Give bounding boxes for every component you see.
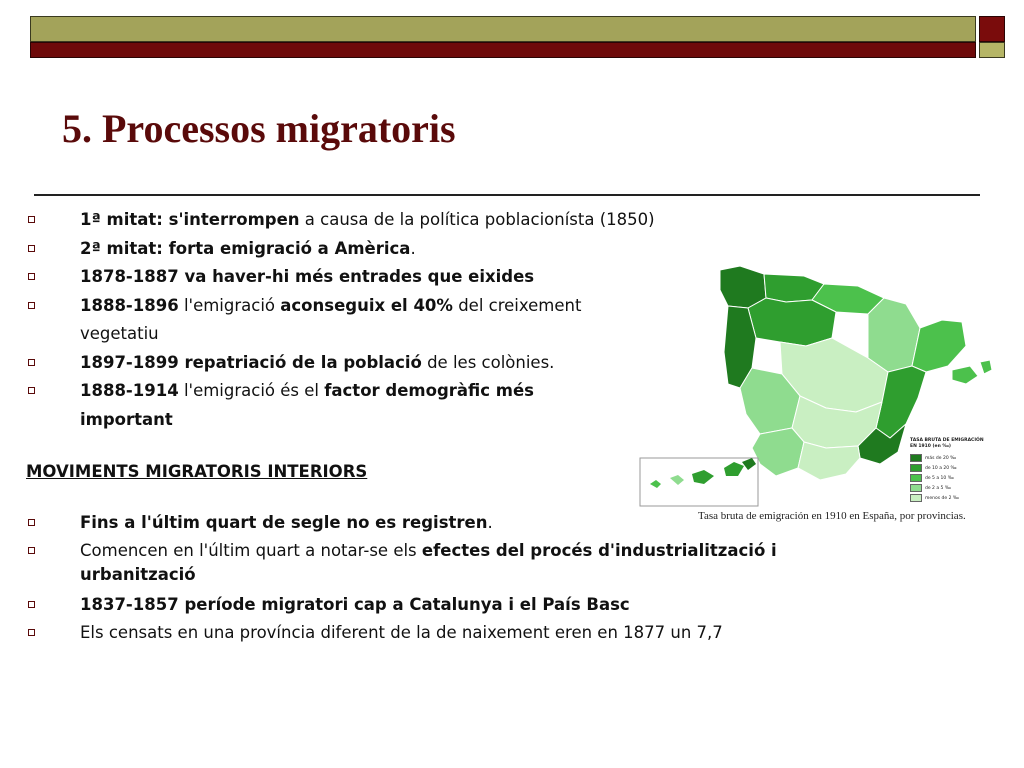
list-item-text: aconseguix el 40%: [280, 295, 453, 315]
list-item: [26, 292, 686, 321]
list-item-text: del creixement: [452, 295, 582, 315]
map-legend-rows: [910, 453, 990, 503]
legend-swatch: [910, 474, 922, 482]
map-caption: Tasa bruta de emigración en 1910 en España, por provincias.: [698, 510, 966, 522]
list-item-text: 1837-1857 període migratori cap a Catalunya i el País Basc: [80, 595, 630, 614]
legend-label: de 2 a 5 ‰: [925, 485, 951, 491]
map-legend-title: TASA BRUTA DE EMIGRACIÓN EN 1910 (en ‰): [910, 438, 984, 449]
top-bullet-list: [26, 206, 686, 434]
list-item-text: Fins a l'últim quart de segle no es registren: [80, 513, 488, 532]
list-item-text: 1888-1914: [80, 381, 179, 400]
map-legend: [910, 438, 990, 503]
header-band-olive: [30, 16, 976, 42]
section-heading: MOVIMENTS MIGRATORIS INTERIORS: [26, 462, 368, 481]
title-divider: [34, 194, 980, 196]
canary-islands-inset: [640, 458, 758, 506]
map-region-andalucia-west: [752, 428, 804, 476]
legend-row: [910, 473, 990, 483]
list-item-text: 1ª mitat: s'interrompen: [80, 210, 300, 229]
square-bullet-icon: [28, 245, 35, 252]
legend-label: más de 20 ‰: [925, 455, 957, 461]
list-item: [26, 349, 686, 378]
legend-label: de 10 a 20 ‰: [925, 465, 957, 471]
header-band-maroon: [30, 42, 976, 58]
list-item-text: 1897-1899 repatriació de la població: [80, 352, 422, 372]
legend-swatch: [910, 454, 922, 462]
list-item-text: a causa de la política poblacionísta (1850): [299, 210, 655, 229]
header-band: [30, 16, 976, 58]
square-bullet-icon: [28, 273, 35, 280]
legend-swatch: [910, 464, 922, 472]
square-bullet-icon: [28, 216, 35, 223]
list-item-text: .: [487, 513, 493, 532]
legend-label: de 5 a 10 ‰: [925, 475, 954, 481]
square-bullet-icon: [28, 601, 35, 608]
legend-swatch: [910, 494, 922, 502]
legend-row: [910, 453, 990, 463]
legend-swatch: [910, 484, 922, 492]
square-bullet-icon: [28, 629, 35, 636]
list-item-text: de les colònies.: [421, 352, 555, 372]
list-item-text: l'emigració: [178, 295, 281, 315]
list-item-text: factor demogràfic més: [324, 381, 534, 400]
list-item-continuation: important: [80, 409, 173, 429]
square-bullet-icon: [28, 359, 35, 366]
list-item-text: 2ª mitat: forta emigració a Amèrica: [80, 238, 411, 258]
list-item: [26, 619, 866, 647]
list-item: [26, 235, 686, 264]
legend-row: [910, 463, 990, 473]
legend-row: [910, 483, 990, 493]
map-region-balearics-east: [980, 360, 992, 374]
square-bullet-icon: [28, 302, 35, 309]
list-item: [26, 591, 866, 619]
list-item: [26, 263, 686, 292]
list-item-continuation: vegetatiu: [80, 324, 159, 343]
map-region-catalonia: [912, 320, 966, 372]
map-region-navarra-aragon: [868, 298, 920, 372]
list-item-text: efectes del procés d'industrialització i urbanització: [80, 541, 777, 584]
list-item-text: l'emigració és el: [178, 381, 325, 400]
list-item-text: Els censats en una província diferent de la de naixement eren en 1877 un 7,7: [80, 623, 723, 642]
map-region-leon: [748, 298, 836, 346]
list-item-text: 1888-1896: [80, 295, 179, 315]
list-item: [26, 377, 686, 406]
map-region-andalucia-east: [798, 442, 860, 480]
legend-row: [910, 493, 990, 503]
list-item: [26, 206, 686, 235]
slide-title: 5. Processos migratoris: [62, 106, 456, 151]
square-bullet-icon: [28, 387, 35, 394]
square-bullet-icon: [28, 547, 35, 554]
list-item-text: 1878-1887 va haver-hi més entrades que eixides: [80, 267, 535, 286]
legend-label: menos de 2 ‰: [925, 495, 959, 501]
header-square-bottom: [979, 42, 1005, 58]
list-item-text: .: [410, 238, 416, 258]
square-bullet-icon: [28, 519, 35, 526]
header-square-top: [979, 16, 1005, 42]
list-item: [26, 537, 866, 591]
list-item-text: Comencen en l'últim quart a notar-se els: [80, 541, 422, 560]
map-region-balearics: [952, 366, 978, 384]
